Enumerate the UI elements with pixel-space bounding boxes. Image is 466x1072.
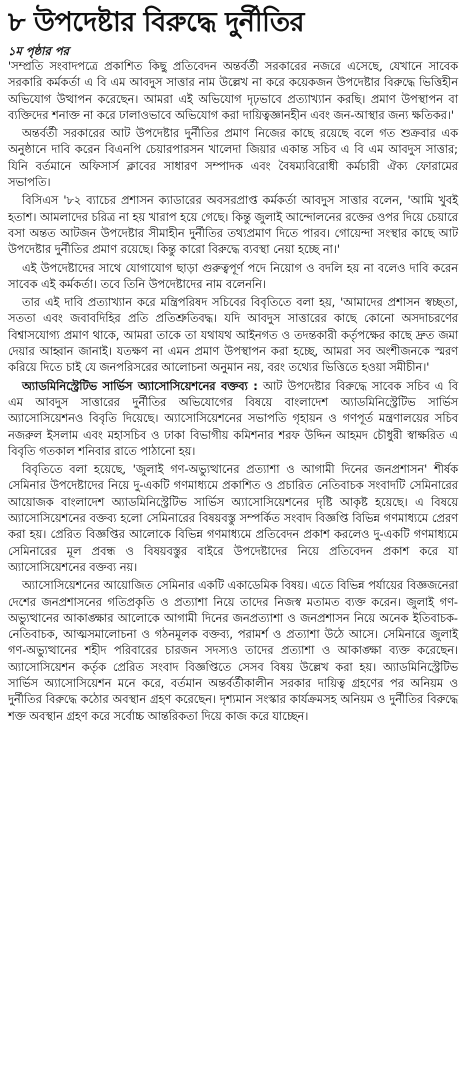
- article-paragraph: [8, 379, 458, 460]
- paragraph-text: অন্তর্বর্তী সরকারের আট উপদেষ্টার দুর্নীতির প্রমাণ নিজের কাছে রয়েছে বলে গত শুক্রবার এক অনুষ্ঠানে দাবি করেন বিএনপি চেয়ারপারসন খালেদা জিয়ার একান্ত সচিব এ বি এম আবদুস সাত্তার; যিনি বর্তমানে অফিসার্স ক্লাবের সাধারণ সম্পাদক এবং বৈষম্যবিরোধী কর্মচারী ঐক্য ফোরামের সভাপতি।: [8, 127, 458, 190]
- paragraph-text: এই উপদেষ্টাদের সাথে যোগাযোগ ছাড়া গুরুত্বপূর্ণ পদে নিয়োগ ও বদলি হয় না বলেও দাবি করেন সাবেক এই কর্মকর্তা। তবে তিনি উপদেষ্টাদের নাম বলেননি।: [8, 261, 458, 291]
- article-paragraph: [8, 59, 458, 124]
- section-subhead: অ্যাডমিনিস্ট্রেটিভ সার্ভিস অ্যাসোসিয়েশনের বক্তব্য :: [22, 379, 258, 393]
- article-paragraph: [8, 295, 458, 376]
- article-paragraph: [8, 578, 458, 725]
- article-paragraph: [8, 193, 458, 258]
- paragraph-text: তার এই দাবি প্রত্যাখ্যান করে মন্ত্রিপরিষদ সচিবের বিবৃতিতে বলা হয়, 'আমাদের প্রশাসন স্বচ্ছতা, সততা এবং জবাবদিহির প্রতি প্রতিশ্রুতিবদ্ধ। যদি আবদুস সাত্তারের কাছে কোনো অসদাচরণের বিশ্বাসযোগ্য প্রমাণ থাকে, আমরা তাকে তা যথাযথ আইনগত ও তদন্তকারী কর্তৃপক্ষের কাছে দ্রুত জমা দেয়ার আহ্বান জানাই। যতক্ষণ না এমন প্রমাণ উপস্থাপন করা হচ্ছে, আমরা সব অংশীজনকে স্মরণ করিয়ে দিতে চাই যে জনপরিসরের আলোচনা অনুমান নয়, বরং তথ্যের ভিত্তিতে হওয়া সমীচীন।': [8, 296, 458, 375]
- paragraph-text: অ্যাসোসিয়েশনের আয়োজিত সেমিনার একটি একাডেমিক বিষয়। এতে বিভিন্ন পর্যায়ের বিজ্ঞজনেরা দেশের জনপ্রশাসনের গতিপ্রকৃতি ও প্রত্যাশা নিয়ে তাদের নিজস্ব মতামত ব্যক্ত করেন। জুলাই গণ-অভ্যুত্থানের আকাঙ্ক্ষার আলোকে আগামী দিনের জনপ্রত্যাশা ও জনপ্রশাসন নিয়ে অনেক ইতিবাচক-নেতিবাচক, আত্মসমালোচনা ও গঠনমূলক বক্তব্য, পরামর্শ ও প্রত্যাশা উঠে আসে। সেমিনারে জুলাই গণ-অভ্যুত্থানের শহীদ পরিবারের চারজন সদস্যও তাদের প্রত্যাশা ও আকাঙ্ক্ষা ব্যক্ত করেছেন। অ্যাসোসিয়েশন কর্তৃক প্রেরিত সংবাদ বিজ্ঞপ্তিতে সেসব বিষয় উল্লেখ করা হয়। অ্যাডমিনিস্ট্রেটিভ সার্ভিস অ্যাসোসিয়েশন মনে করে, বর্তমান অন্তর্বর্তীকালীন সরকার দায়িত্ব গ্রহণের পর অনিয়ম ও দুর্নীতির বিরুদ্ধে কঠোর অবস্থান গ্রহণ করেছেন। দৃশ্যমান সংস্কার কার্যক্রমসহ অনিয়ম ও দুর্নীতির বিরুদ্ধে শক্ত অবস্থান গ্রহণ করে সর্বোচ্চ আন্তরিকতা দিয়ে কাজ করে যাচ্ছেন।: [8, 579, 458, 723]
- article-paragraph: [8, 261, 458, 294]
- article-paragraph: [8, 462, 458, 576]
- article-paragraph: [8, 126, 458, 191]
- paragraph-text: আট উপদেষ্টার বিরুদ্ধে সাবেক সচিব এ বি এম আবদুস সাত্তারের দুর্নীতির অভিযোগের বিষয়ে বাংলাদেশ অ্যাডমিনিস্ট্রেটিভ সার্ভিস অ্যাসোসিয়েশনও বিবৃতি দিয়েছে। অ্যাসোসিয়েশনের সভাপতি গৃহায়ন ও গণপূর্ত মন্ত্রণালয়ের সচিব নজরুল ইসলাম এবং মহাসচিব ও ঢাকা বিভাগীয় কমিশনার শরফ উদ্দিন আহমদ চৌধুরী স্বাক্ষরিত এ বিবৃতি গতকাল শনিবার রাতে পাঠানো হয়।: [8, 379, 458, 458]
- headline: ৮ উপদেষ্টার বিরুদ্ধে দুর্নীতির: [8, 7, 304, 38]
- continued-from-label: ১ম পৃষ্ঠার পর: [8, 44, 69, 58]
- paragraph-text: বিসিএস '৮২ ব্যাচের প্রশাসন ক্যাডারের অবসরপ্রাপ্ত কর্মকর্তা আবদুস সাত্তার বলেন, 'আমি খুবই হতাশ। আমলাদের চরিত্র না হয় খারাপ হয়ে গেছে। কিন্তু জুলাই আন্দোলনের রক্তের ওপর দিয়ে চেয়ারে বসা অন্তত আটজন উপদেষ্টার সীমাহীন দুর্নীতির তথ্যপ্রমাণ দিতে পারব। গোয়েন্দা সংস্থার কাছে আট উপদেষ্টার দুর্নীতির প্রমাণ রয়েছে। কিন্তু কারো বিরুদ্ধে ব্যবস্থা নেয়া হচ্ছে না।': [8, 194, 458, 257]
- paragraph-text: বিবৃতিতে বলা হয়েছে, 'জুলাই গণ-অভ্যুত্থানের প্রত্যাশা ও আগামী দিনের জনপ্রশাসন' শীর্ষক সেমিনার উপদেষ্টাদের নিয়ে দু-একটি গণমাধ্যমে প্রকাশিত ও প্রচারিত নেতিবাচক সংবাদটি সেমিনারের আয়োজক বাংলাদেশ অ্যাডমিনিস্ট্রেটিভ সার্ভিস অ্যাসোসিয়েশনের দৃষ্টি আকৃষ্ট হয়েছে। এ বিষয়ে অ্যাসোসিয়েশনের বক্তব্য হলো সেমিনারের বিষয়বস্তু সম্পর্কিত সংবাদ বিজ্ঞপ্তি বিভিন্ন গণমাধ্যমে প্রেরণ করা হয়। প্রেরিত বিজ্ঞপ্তির আলোকে বিভিন্ন গণমাধ্যমে প্রতিবেদন প্রকাশ করলেও দু-একটি গণমাধ্যমে সেমিনারের মূল প্রবন্ধ ও বিষয়বস্তুর বাইরে উপদেষ্টাদের নিয়ে প্রতিবেদন প্রকাশ করে যা অ্যাসোসিয়েশনের বক্তব্য নয়।: [8, 463, 458, 574]
- paragraph-text: 'সম্প্রতি সংবাদপত্রে প্রকাশিত কিছু প্রতিবেদন অন্তর্বর্তী সরকারের নজরে এসেছে, যেখানে সাবেক সরকারি কর্মকর্তা এ বি এম আবদুস সাত্তার নাম উল্লেখ না করে কয়েকজন উপদেষ্টার বিরুদ্ধে ভিত্তিহীন অভিযোগ উত্থাপন করেছেন। আমরা এই অভিযোগ দৃঢ়ভাবে প্রত্যাখ্যান করছি। প্রমাণ উপস্থাপন বা ব্যক্তিদের শনাক্ত না করে ঢালাওভাবে অভিযোগ করা দায়িত্বজ্ঞানহীন এবং জন-আস্থার জন্য ক্ষতিকর।': [8, 60, 458, 122]
